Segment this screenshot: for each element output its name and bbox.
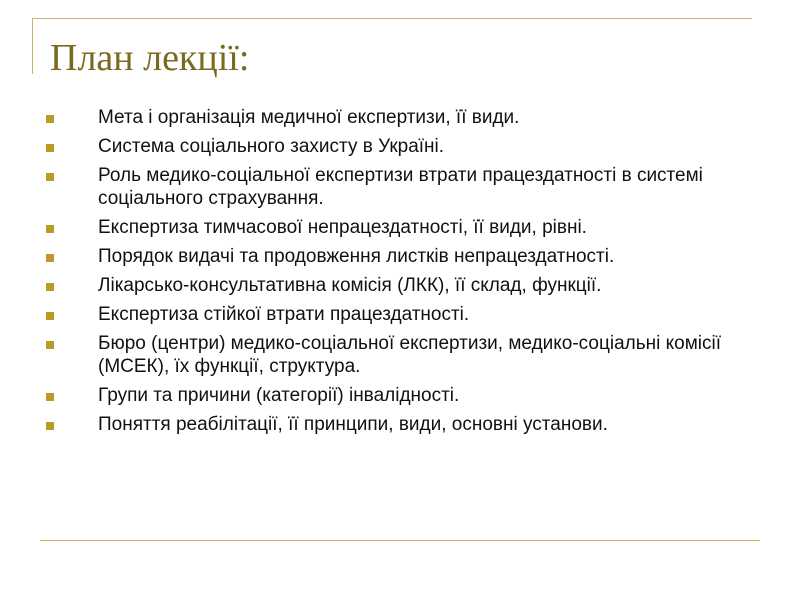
bullet-text: Групи та причини (категорії) інвалідності. (98, 385, 460, 406)
list-item (46, 106, 766, 129)
left-rule (32, 18, 33, 74)
bullet-text: Поняття реабілітації, її принципи, види, основні установи. (98, 414, 608, 435)
bullet-list (46, 106, 766, 442)
list-item (46, 135, 766, 158)
square-bullet-icon (46, 254, 54, 262)
bullet-text: Мета і організація медичної експертизи, її види. (98, 107, 520, 128)
top-rule (32, 18, 752, 19)
square-bullet-icon (46, 312, 54, 320)
list-item (46, 245, 766, 268)
list-item (46, 303, 766, 326)
bullet-text: Роль медико-соціальної експертизи втрати працездатності в системі соціального страхування. (98, 165, 703, 209)
square-bullet-icon (46, 144, 54, 152)
bottom-rule (40, 540, 760, 541)
bullet-text: Система соціального захисту в Україні. (98, 136, 445, 157)
bullet-text: Порядок видачі та продовження листків непрацездатності. (98, 246, 615, 267)
bullet-text: Експертиза стійкої втрати працездатності. (98, 304, 470, 325)
bullet-text: Лікарсько-консультативна комісія (ЛКК), її склад, функції. (98, 275, 602, 296)
bullet-text: Експертиза тимчасової непрацездатності, її види, рівні. (98, 217, 587, 238)
list-item (46, 384, 766, 407)
square-bullet-icon (46, 341, 54, 349)
list-item (46, 164, 766, 210)
list-item (46, 216, 766, 239)
bullet-text: Бюро (центри) медико-соціальної експертизи, медико-соціальні комісії (МСЕК), їх функції, структура. (98, 333, 721, 377)
list-item (46, 274, 766, 297)
square-bullet-icon (46, 225, 54, 233)
square-bullet-icon (46, 422, 54, 430)
square-bullet-icon (46, 283, 54, 291)
page-title: План лекції: (50, 37, 250, 79)
square-bullet-icon (46, 173, 54, 181)
list-item (46, 413, 766, 436)
square-bullet-icon (46, 115, 54, 123)
list-item (46, 332, 766, 378)
square-bullet-icon (46, 393, 54, 401)
